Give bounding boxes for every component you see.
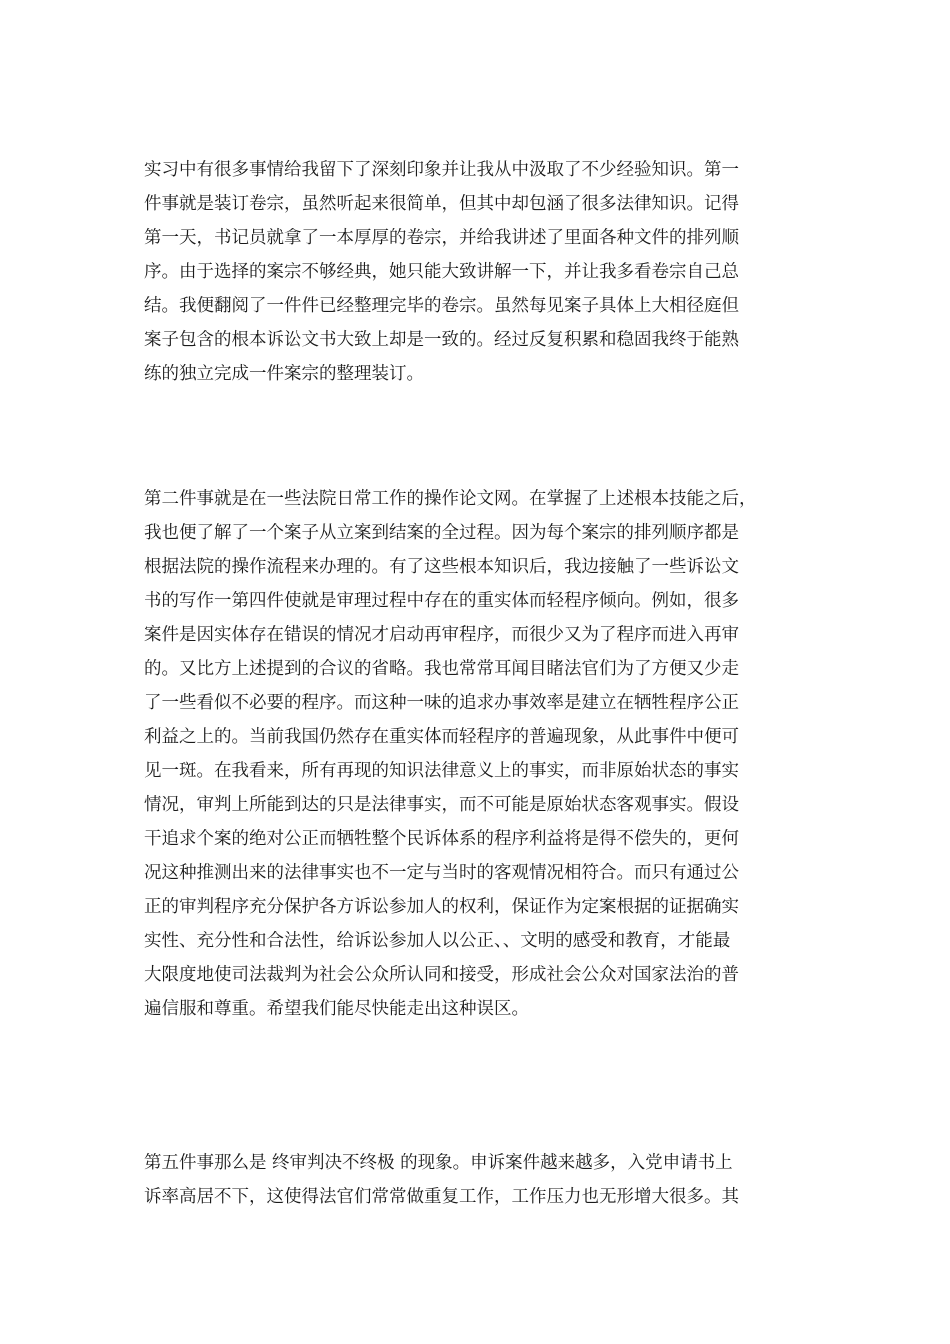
text-line: 情况，审判上所能到达的只是法律事实，而不可能是原始状态客观事实。假设 [144, 795, 739, 815]
text-line: 练的独立完成一件案宗的整理装订。 [144, 364, 424, 384]
text-line: 利益之上的。当前我国仍然存在重实体而轻程序的普遍现象，从此事件中便可 [144, 727, 739, 747]
text-line: 结。我便翻阅了一件件已经整理完毕的卷宗。虽然每见案子具体上大相径庭但 [144, 296, 739, 316]
text-line: 实性、充分性和合法性，给诉讼参加人以公正、、文明的感受和教育，才能最 [144, 931, 731, 951]
text-line: 书的写作一第四件使就是审理过程中存在的重实体而轻程序倾向。例如，很多 [144, 591, 739, 611]
text-line: 序。由于选择的案宗不够经典，她只能大致讲解一下，并让我多看卷宗自己总 [144, 262, 739, 282]
text-line: 况这种推测出来的法律事实也不一定与当时的客观情况相符合。而只有通过公 [144, 863, 739, 883]
paragraph-3 [144, 1146, 806, 1214]
paragraph-2 [144, 482, 806, 1026]
text-line: 正的审判程序充分保护各方诉讼参加人的权利，保证作为定案根据的证据确实 [144, 897, 739, 917]
text-line: 第二件事就是在一些法院日常工作的操作论文网。在掌握了上述根本技能之后， [144, 489, 757, 509]
text-line: 根据法院的操作流程来办理的。有了这些根本知识后，我边接触了一些诉讼文 [144, 557, 739, 577]
text-line: 大限度地使司法裁判为社会公众所认同和接受，形成社会公众对国家法治的普 [144, 965, 739, 985]
text-line: 第一天，书记员就拿了一本厚厚的卷宗，并给我讲述了里面各种文件的排列顺 [144, 228, 739, 248]
text-line: 第五件事那么是 终审判决不终极 的现象。申诉案件越来越多，入党申请书上 [144, 1153, 733, 1173]
text-line: 实习中有很多事情给我留下了深刻印象并让我从中汲取了不少经验知识。第一 [144, 160, 739, 180]
text-line: 的。又比方上述提到的合议的省略。我也常常耳闻目睹法官们为了方便又少走 [144, 659, 739, 679]
text-line: 件事就是装订卷宗，虽然听起来很简单，但其中却包涵了很多法律知识。记得 [144, 194, 739, 214]
text-line: 案件是因实体存在错误的情况才启动再审程序，而很少又为了程序而进入再审 [144, 625, 739, 645]
text-line: 遍信服和尊重。希望我们能尽快能走出这种误区。 [144, 999, 529, 1019]
text-line: 见一斑。在我看来，所有再现的知识法律意义上的事实，而非原始状态的事实 [144, 761, 739, 781]
paragraph-1 [144, 153, 806, 391]
text-line: 干追求个案的绝对公正而牺牲整个民诉体系的程序利益将是得不偿失的，更何 [144, 829, 739, 849]
text-line: 了一些看似不必要的程序。而这种一味的追求办事效率是建立在牺牲程序公正 [144, 693, 739, 713]
text-line: 案子包含的根本诉讼文书大致上却是一致的。经过反复积累和稳固我终于能熟 [144, 330, 739, 350]
text-line: 我也便了解了一个案子从立案到结案的全过程。因为每个案宗的排列顺序都是 [144, 523, 739, 543]
text-line: 诉率高居不下，这使得法官们常常做重复工作，工作压力也无形增大很多。其 [144, 1187, 739, 1207]
